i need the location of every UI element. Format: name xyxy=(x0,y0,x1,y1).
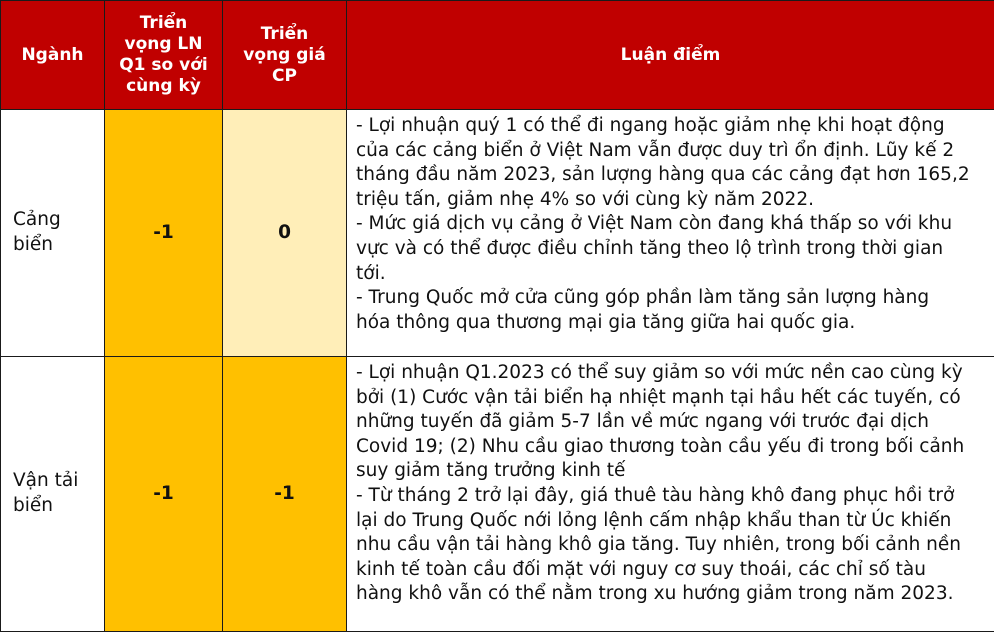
argument-line: hóa thông qua thương mại gia tăng giữa hai quốc gia. xyxy=(356,311,984,336)
argument-line: của các cảng biển ở Việt Nam vẫn được duy trì ổn định. Lũy kế 2 xyxy=(356,139,984,164)
argument-line: vực và có thể được điều chỉnh tăng theo lộ trình trong thời gian xyxy=(356,237,984,262)
header-line: Triển xyxy=(105,13,222,34)
sector-line: Cảng xyxy=(13,208,104,233)
sector-cell xyxy=(1,357,105,632)
profit-outlook-cell: -1 xyxy=(105,357,223,632)
sector-line: biển xyxy=(13,233,104,258)
argument-line: nhu cầu vận tải hàng khô gia tăng. Tuy nhiên, trong bối cảnh nền xyxy=(356,533,984,558)
argument-line: Covid 19; (2) Nhu cầu giao thương toàn cầu yếu đi trong bối cảnh xyxy=(356,435,984,460)
argument-line: tới. xyxy=(356,262,984,287)
header-profit-outlook xyxy=(105,1,223,110)
argument-line: - Mức giá dịch vụ cảng ở Việt Nam còn đang khá thấp so với khu xyxy=(356,212,984,237)
argument-line: hàng khô vẫn có thể nằm trong xu hướng giảm trong năm 2023. xyxy=(356,582,984,607)
header-arguments: Luận điểm xyxy=(347,1,994,110)
argument-line: - Trung Quốc mở cửa cũng góp phần làm tăng sản lượng hàng xyxy=(356,286,984,311)
argument-line: suy giảm tăng trưởng kinh tế xyxy=(356,459,984,484)
arguments-cell xyxy=(347,357,994,632)
argument-line: những tuyến đã giảm 5-7 lần về mức ngang với trước đại dịch xyxy=(356,410,984,435)
header-line: cùng kỳ xyxy=(105,76,222,97)
header-line: Triển xyxy=(223,24,346,45)
header-sector: Ngành xyxy=(1,1,105,110)
argument-line: triệu tấn, giảm nhẹ 4% so với cùng kỳ năm 2022. xyxy=(356,188,984,213)
sector-line: Vận tải xyxy=(13,469,104,494)
argument-line: tháng đầu năm 2023, sản lượng hàng qua các cảng đạt hơn 165,2 xyxy=(356,163,984,188)
argument-line: - Từ tháng 2 trở lại đây, giá thuê tàu hàng khô đang phục hồi trở xyxy=(356,484,984,509)
header-line: Q1 so với xyxy=(105,55,222,76)
profit-outlook-cell: -1 xyxy=(105,110,223,357)
argument-line: bởi (1) Cước vận tải biển hạ nhiệt mạnh tại hầu hết các tuyến, có xyxy=(356,386,984,411)
argument-line: - Lợi nhuận quý 1 có thể đi ngang hoặc giảm nhẹ khi hoạt động xyxy=(356,114,984,139)
sector-cell xyxy=(1,110,105,357)
argument-line: - Lợi nhuận Q1.2023 có thể suy giảm so với mức nền cao cùng kỳ xyxy=(356,361,984,386)
argument-line: kinh tế toàn cầu đối mặt với nguy cơ suy thoái, các chỉ số tàu xyxy=(356,558,984,583)
arguments-cell xyxy=(347,110,994,357)
table-header-row xyxy=(1,1,994,110)
price-outlook-cell: -1 xyxy=(223,357,347,632)
price-outlook-cell: 0 xyxy=(223,110,347,357)
sector-line: biển xyxy=(13,494,104,519)
header-price-outlook xyxy=(223,1,347,110)
table-row-shipping xyxy=(1,357,994,632)
header-line: vọng LN xyxy=(105,34,222,55)
header-line: CP xyxy=(223,66,346,87)
table-row-seaports xyxy=(1,110,994,357)
header-line: vọng giá xyxy=(223,45,346,66)
argument-line: lại do Trung Quốc nới lỏng lệnh cấm nhập khẩu than từ Úc khiến xyxy=(356,509,984,534)
